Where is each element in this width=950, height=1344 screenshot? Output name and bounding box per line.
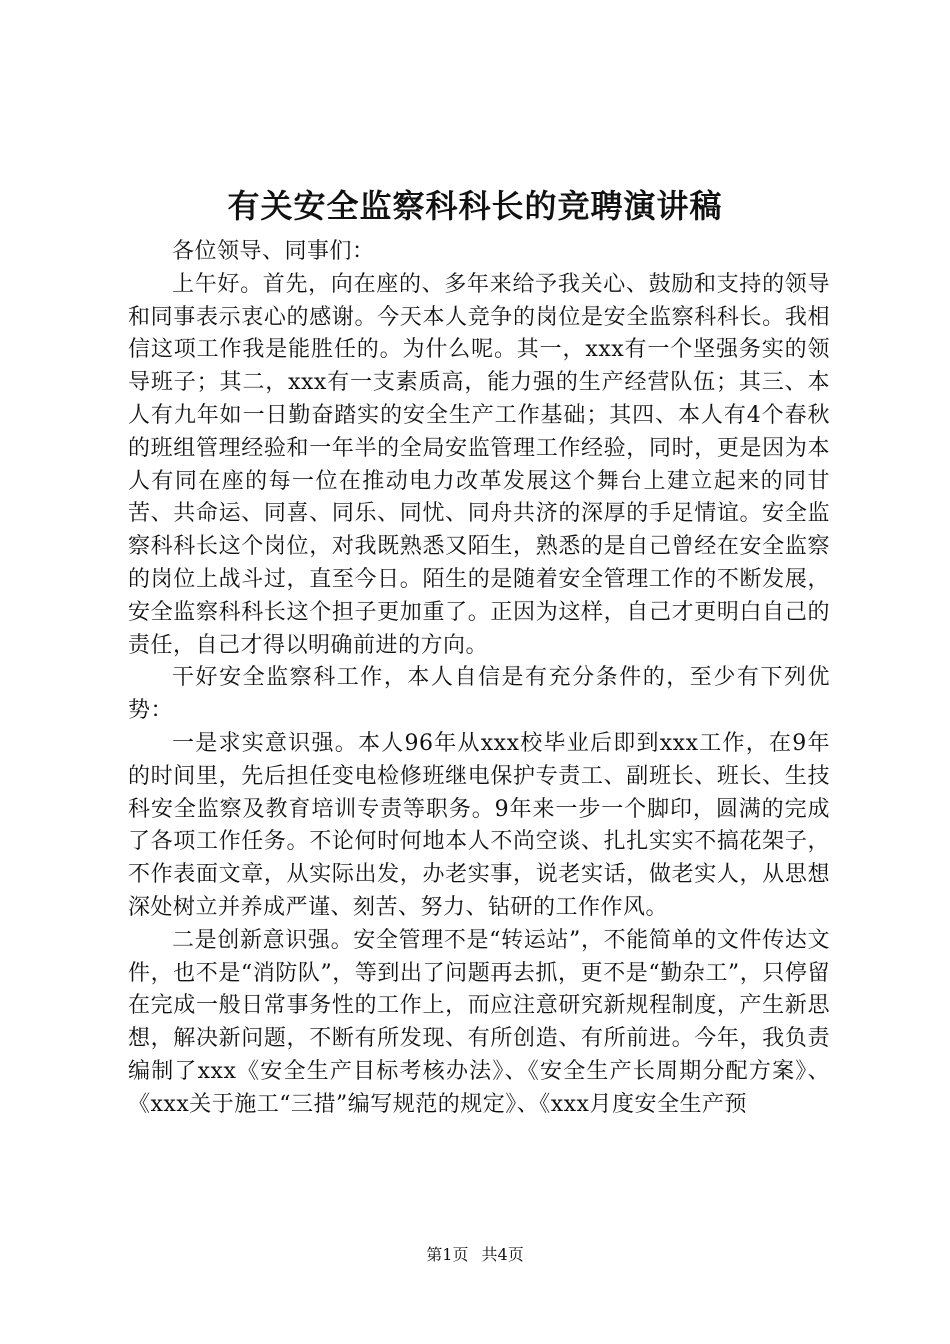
document-title: 有关安全监察科科长的竞聘演讲稿 [227, 187, 723, 225]
page-footer [0, 1244, 950, 1266]
paragraph-advantage-one: 一是求实意识强。本人96年从xxx校毕业后即到xxx工作，在9年的时间里，先后担任变电检修班继电保护专责工、副班长、班长、生技科安全监察及教育培训专责等职务。9年来一步一个脚印，圆满的完成了各项工作任务。不论何时何地本人不尚空谈、扎扎实实不搞花架子，不作表面文章，从实际出发，办老实事，说老实话，做老实人，从思想深处树立并养成严谨、刻苦、努力、钻研的工作作风。 [128, 730, 830, 920]
page-number: 第1页 [426, 1245, 469, 1264]
paragraph-advantage-two: 二是创新意识强。安全管理不是“转运站”，不能简单的文件传达文件，也不是“消防队”，等到出了问题再去抓，更不是“勤杂工”，只停留在完成一般日常事务性的工作上，而应注意研究新规程制度，产生新思想，解决新问题，不断有所发现、有所创造、有所前进。今年，我负责编制了xxx《安全生产目标考核办法》、《安全生产长周期分配方案》、《xxx关于施工“三措”编写规范的规定》、《xxx月度安全生产预 [128, 927, 830, 1117]
paragraph-advantages-intro: 干好安全监察科工作，本人自信是有充分条件的，至少有下列优势： [128, 665, 830, 724]
page-total: 共4页 [481, 1245, 524, 1264]
paragraph-greeting: 各位领导、同事们： [172, 239, 375, 264]
paragraph-opening: 上午好。首先，向在座的、多年来给予我关心、鼓励和支持的领导和同事表示衷心的感谢。今天本人竞争的岗位是安全监察科科长。我相信这项工作我是能胜任的。为什么呢。其一，xxx有一个坚强务实的领导班子；其二，xxx有一支素质高，能力强的生产经营队伍；其三、本人有九年如一日勤奋踏实的安全生产工作基础；其四、本人有4个春秋的班组管理经验和一年半的全局安监管理工作经验，同时，更是因为本人有同在座的每一位在推动电力改革发展这个舞台上建立起来的同甘苦、共命运、同喜、同乐、同忧、同舟共济的深厚的手足情谊。安全监察科科长这个岗位，对我既熟悉又陌生，熟悉的是自己曾经在安全监察的岗位上战斗过，直至今日。陌生的是随着安全管理工作的不断发展，安全监察科科长这个担子更加重了。正因为这样，自己才更明白自己的责任，自己才得以明确前进的方向。 [128, 271, 830, 658]
document-body [128, 236, 830, 1122]
